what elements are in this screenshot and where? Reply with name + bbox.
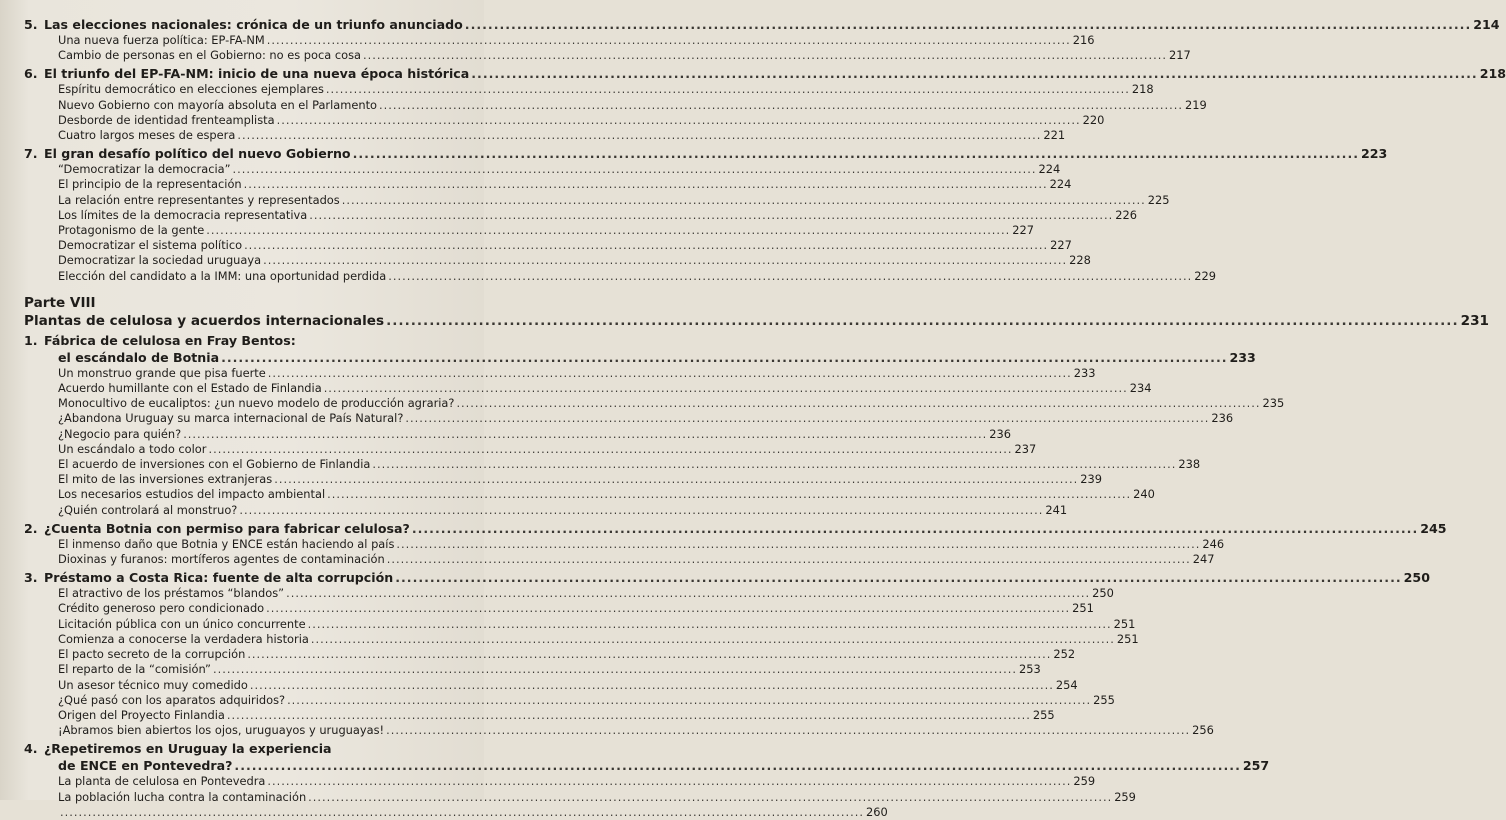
leader-dots [60, 805, 864, 820]
leader-dots [234, 757, 1240, 774]
leader-dots [247, 647, 1051, 662]
section-row [24, 631, 1139, 647]
section-row [24, 692, 1115, 708]
leader-dots [308, 790, 1112, 805]
leader-dots [386, 312, 1459, 330]
leader-dots [353, 145, 1359, 162]
section-title: Los límites de la democracia representativa [58, 207, 308, 222]
section-title: Desborde de identidad frenteamplista [58, 112, 275, 127]
page-number: 250 [1403, 570, 1430, 586]
chapter-number: 4. [24, 741, 38, 757]
section-title: ¿Qué pasó con los aparatos adquiridos? [58, 692, 286, 707]
chapter-row [24, 145, 1388, 162]
leader-dots [386, 723, 1190, 738]
section-title: ¿Quién controlará al monstruo? [58, 502, 238, 517]
chapter-number: 2. [24, 520, 38, 536]
section-row [24, 774, 1096, 789]
section-row [24, 112, 1105, 128]
leader-dots [311, 632, 1115, 647]
page-number: 234 [1129, 381, 1152, 396]
leader-dots [239, 503, 1043, 518]
leader-dots [286, 586, 1090, 601]
chapter-number: 6. [24, 66, 38, 82]
section-title: Cuatro largos meses de espera [58, 128, 236, 143]
page-number: 236 [1211, 411, 1234, 426]
section-title: ¿Abandona Uruguay su marca internacional de País Natural? [58, 411, 404, 426]
section-title: Acuerdo humillante con el Estado de Finlandia [58, 381, 322, 396]
page-number: 216 [1072, 33, 1095, 47]
section-title: Licitación pública con un único concurrente [58, 616, 306, 631]
leader-dots [206, 223, 1010, 238]
section-title: Protagonismo de la gente [58, 223, 205, 238]
chapter-title: Las elecciones nacionales: crónica de un triunfo anunciado [44, 17, 463, 32]
section-title: Los necesarios estudios del impacto ambiental [58, 487, 326, 502]
leader-dots [237, 128, 1041, 143]
section-row [24, 253, 1091, 268]
section-row [24, 177, 1072, 192]
section-title: Un asesor técnico muy comedido [58, 677, 248, 692]
section-row [24, 707, 1055, 723]
leader-dots [263, 253, 1067, 268]
chapter-title-continued: de ENCE en Pontevedra? [58, 758, 233, 774]
page-number: 256 [1192, 723, 1214, 738]
leader-dots [363, 48, 1167, 63]
page-number: 239 [1080, 472, 1102, 487]
page-number: 214 [1473, 17, 1500, 32]
section-row [24, 616, 1136, 632]
leader-dots [309, 208, 1113, 223]
leader-dots [308, 617, 1112, 632]
section-row [24, 723, 1214, 738]
section-title: El mito de las inversiones extranjeras [58, 472, 273, 487]
chapter-row [24, 569, 1430, 586]
section-row [24, 677, 1078, 693]
section-row [24, 268, 1216, 284]
section-title: Espíritu democrático en elecciones ejemplares [58, 82, 324, 97]
leader-dots [268, 366, 1072, 381]
part-page-number: 231 [1460, 312, 1490, 329]
chapter-title: El gran desafío político del nuevo Gobierno [44, 146, 351, 162]
leader-dots [372, 457, 1176, 472]
section-title: El reparto de la “comisión” [58, 662, 211, 677]
section-row [24, 223, 1035, 238]
section-title: Democratizar el sistema político [58, 238, 243, 253]
section-title: Un monstruo grande que pisa fuerte [58, 365, 266, 380]
leader-dots [471, 65, 1477, 82]
chapter-row [24, 520, 1447, 537]
section-row [24, 487, 1155, 502]
page-number: 255 [1093, 692, 1115, 707]
chapter-number: 5. [24, 17, 38, 32]
part-title-row [24, 312, 1490, 330]
section-title: El principio de la representación [58, 177, 242, 192]
page-number: 250 [1092, 586, 1114, 601]
section-title: El inmenso daño que Botnia y ENCE están haciendo al país [58, 536, 395, 551]
page-number: 251 [1113, 616, 1136, 631]
page-number: 238 [1178, 457, 1201, 472]
section-title: Origen del Proyecto Finlandia [58, 707, 225, 722]
page-number: 253 [1018, 662, 1041, 677]
leader-dots [395, 569, 1401, 586]
page-number: 221 [1043, 128, 1066, 143]
toc-section-top [24, 16, 1506, 284]
section-row [24, 82, 1154, 97]
page-number: 233 [1073, 365, 1096, 380]
leader-dots [405, 411, 1209, 426]
leader-dots [244, 238, 1048, 253]
leader-dots [244, 177, 1048, 192]
page-number: 235 [1262, 396, 1285, 411]
section-row [24, 502, 1068, 518]
section-title: El acuerdo de inversiones con el Gobierno de Finlandia [58, 457, 371, 472]
section-row [24, 426, 1011, 442]
page-number: 220 [1082, 112, 1105, 127]
part-label: Parte VIII [24, 294, 96, 311]
page-number: 224 [1038, 162, 1061, 177]
section-row [24, 601, 1094, 616]
section-title: Nuevo Gobierno con mayoría absoluta en el Parlamento [58, 97, 378, 112]
section-row [24, 128, 1066, 143]
section-title: La relación entre representantes y representados [58, 192, 340, 207]
page-number: 245 [1420, 520, 1447, 536]
section-title: La población lucha contra la contaminación [58, 789, 307, 804]
section-row [24, 162, 1061, 177]
leader-dots [267, 774, 1071, 789]
section-row [24, 396, 1285, 411]
leader-dots [465, 16, 1471, 33]
section-row [24, 647, 1076, 662]
leader-dots [379, 98, 1183, 113]
page-number: 251 [1072, 601, 1094, 616]
page-number: 237 [1014, 441, 1037, 456]
toc-section-bottom [24, 332, 1447, 820]
chapter-title: ¿Cuenta Botnia con permiso para fabricar celulosa? [44, 520, 410, 536]
page-number: 225 [1147, 192, 1170, 207]
chapter-number: 7. [24, 146, 38, 162]
leader-dots [456, 396, 1260, 411]
section-row [24, 97, 1207, 113]
page-number: 227 [1012, 223, 1035, 238]
part-title: Plantas de celulosa y acuerdos internacionales [24, 312, 385, 329]
leader-dots [277, 113, 1081, 128]
chapter-number: 1. [24, 332, 38, 348]
leader-dots [227, 708, 1031, 723]
leader-dots [342, 193, 1146, 208]
section-title: “Democratizar la democracia” [58, 162, 231, 177]
leader-dots [412, 520, 1418, 537]
leader-dots [208, 442, 1012, 457]
section-row [24, 536, 1225, 552]
page-number: 217 [1169, 48, 1191, 63]
page-number: 251 [1116, 631, 1139, 646]
section-title: El pacto secreto de la corrupción [58, 647, 246, 662]
leader-dots [287, 693, 1091, 708]
chapter-title: Préstamo a Costa Rica: fuente de alta corrupción [44, 570, 394, 586]
section-row [24, 662, 1041, 677]
section-title: Un escándalo a todo color [58, 441, 207, 456]
leader-dots [213, 662, 1017, 677]
leader-dots [388, 269, 1192, 284]
section-title: Dioxinas y furanos: mortíferos agentes de contaminación [58, 552, 385, 567]
chapter-row [24, 16, 1500, 33]
section-row [24, 381, 1152, 396]
section-title: Monocultivo de eucaliptos: ¿un nuevo modelo de producción agraria? [58, 396, 455, 411]
section-row [24, 365, 1096, 381]
leader-dots [267, 33, 1071, 48]
section-row [24, 552, 1215, 567]
chapter-title: El triunfo del EP-FA-NM: inicio de una nueva época histórica [44, 66, 470, 82]
section-row [24, 441, 1037, 457]
leader-dots [233, 162, 1037, 177]
page-number: 218 [1131, 82, 1154, 97]
page-number: 260 [866, 804, 888, 819]
leader-dots [274, 472, 1078, 487]
section-row [24, 472, 1102, 487]
leader-dots [250, 678, 1054, 693]
page-number: 247 [1192, 552, 1215, 567]
section-row [24, 789, 1136, 805]
chapter-row [24, 332, 466, 349]
section-row [24, 238, 1072, 253]
page-number: 240 [1133, 487, 1155, 502]
page-number: 254 [1055, 677, 1078, 692]
page-number: 227 [1050, 238, 1072, 253]
leader-dots [221, 349, 1227, 366]
chapter-number: 3. [24, 570, 38, 586]
section-title: Cambio de personas en el Gobierno: no es poca cosa [58, 48, 362, 63]
section-row [24, 586, 1114, 601]
section-title: Democratizar la sociedad uruguaya [58, 253, 262, 268]
chapter-row [24, 740, 466, 757]
page-number: 229 [1194, 268, 1216, 283]
section-title: ¿Negocio para quién? [58, 426, 182, 441]
page-number: 255 [1032, 707, 1055, 722]
page-number: 257 [1242, 758, 1270, 774]
page-number: 224 [1049, 177, 1072, 192]
section-row [24, 457, 1201, 472]
section-title: Elección del candidato a la IMM: una oportunidad perdida [58, 268, 387, 283]
section-title: ¡Abramos bien abiertos los ojos, uruguayos y uruguayas! [58, 723, 385, 738]
section-title: Comienza a conocerse la verdadera historia [58, 631, 309, 646]
page-number: 228 [1069, 253, 1091, 268]
chapter-row-continued [24, 349, 1256, 366]
section-title: Una nueva fuerza política: EP-FA-NM [58, 33, 265, 47]
section-row [24, 411, 1234, 426]
section-row [24, 192, 1170, 208]
section-row [24, 33, 1095, 48]
page-number: 236 [989, 426, 1011, 441]
leader-dots [396, 537, 1200, 552]
chapter-row [24, 65, 1506, 82]
chapter-title: ¿Repetiremos en Uruguay la experiencia [44, 741, 332, 757]
page-number: 223 [1361, 146, 1388, 162]
section-title: Crédito generoso pero condicionado [58, 601, 265, 616]
leader-dots [327, 487, 1131, 502]
page-number: 218 [1479, 66, 1506, 82]
page-number: 219 [1185, 97, 1207, 112]
chapter-title: Fábrica de celulosa en Fray Bentos: [44, 332, 296, 348]
section-row [24, 207, 1138, 223]
section-title: El atractivo de los préstamos “blandos” [58, 586, 285, 601]
leader-dots [183, 427, 987, 442]
section-title: La planta de celulosa en Pontevedra [58, 774, 266, 789]
section-row [24, 804, 888, 820]
page-number: 246 [1202, 536, 1225, 551]
page-number: 259 [1114, 789, 1136, 804]
leader-dots [324, 381, 1128, 396]
page-number: 259 [1073, 774, 1096, 789]
section-row [24, 48, 1191, 63]
page-number: 233 [1229, 349, 1256, 365]
chapter-row-continued [24, 757, 1270, 774]
leader-dots [326, 82, 1130, 97]
page-number: 241 [1045, 502, 1068, 517]
page-number: 226 [1115, 207, 1138, 222]
page-number: 252 [1053, 647, 1076, 662]
chapter-title-continued: el escándalo de Botnia [58, 349, 220, 365]
leader-dots [387, 552, 1191, 567]
leader-dots [266, 601, 1070, 616]
